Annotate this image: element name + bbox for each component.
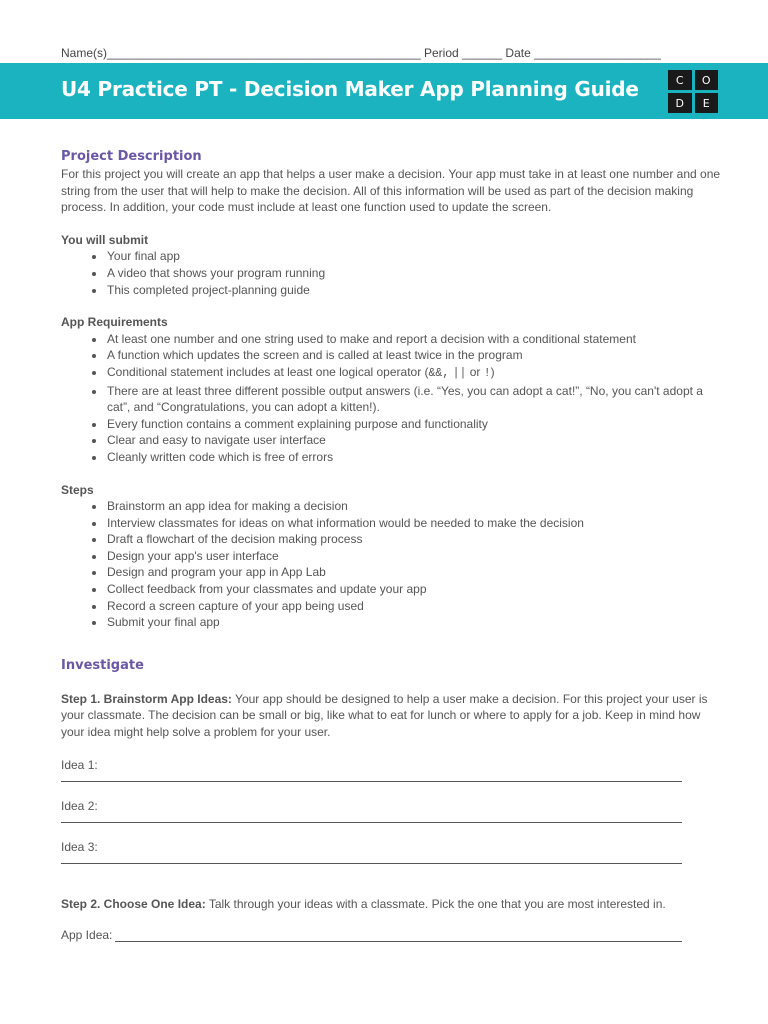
app-idea-row <box>61 928 723 942</box>
document-body <box>61 148 723 942</box>
requirements-list <box>61 331 723 466</box>
list-item: • Submit your final app <box>106 614 723 631</box>
step2-text: Talk through your ideas with a classmate. Pick the one that you are most interested in. <box>205 896 666 911</box>
list-item: • Design and program your app in App Lab <box>106 564 723 581</box>
idea2-label: Idea 2: <box>61 798 98 813</box>
title-banner <box>0 63 768 119</box>
logo-letter-o: O <box>695 70 719 90</box>
requirement-text: or <box>466 364 484 379</box>
requirements-heading: App Requirements <box>61 315 168 330</box>
idea1-answer-line[interactable] <box>61 773 682 782</box>
list-item: • Record a screen capture of your app being used <box>106 598 723 615</box>
list-item: • Brainstorm an app idea for making a decision <box>106 498 723 515</box>
app-idea-label: App Idea: <box>61 928 113 943</box>
idea2-answer-line[interactable] <box>61 814 682 823</box>
step1-paragraph <box>61 691 723 741</box>
project-description-text: For this project you will create an app that helps a user make a decision. Your app must take in at least one number and one string from the user that will help to make the decision. All of this information will be used as part of the decision making process. In addition, your code must include at least one function used to update the screen. <box>61 167 721 215</box>
submit-list <box>61 248 723 298</box>
requirement-text: ) <box>490 364 495 379</box>
steps-heading: Steps <box>61 482 94 497</box>
idea3-answer-line[interactable] <box>61 855 682 864</box>
step2-lead: Step 2. Choose One Idea: <box>61 896 206 911</box>
list-item: • This completed project-planning guide <box>106 282 723 299</box>
list-item: • Draft a flowchart of the decision making process <box>106 531 723 548</box>
idea1-label: Idea 1: <box>61 757 98 772</box>
step2-paragraph <box>61 896 723 913</box>
name-period-date-line: Name(s)_______________________________________________ Period ______ Date ___________________ <box>61 46 661 60</box>
idea3-label: Idea 3: <box>61 839 98 854</box>
logo-letter-d: D <box>668 93 692 113</box>
list-item <box>106 364 723 383</box>
app-idea-answer-line[interactable] <box>115 929 682 942</box>
list-item: • Cleanly written code which is free of errors <box>106 449 723 466</box>
steps-list <box>61 498 723 631</box>
operator-not: ! <box>483 366 491 380</box>
logo-letter-c: C <box>668 70 692 90</box>
page-title: U4 Practice PT - Decision Maker App Planning Guide <box>61 77 639 101</box>
list-item: • Interview classmates for ideas on what information would be needed to make the decision <box>106 515 723 532</box>
operator-and: &&, <box>428 366 450 380</box>
list-item: • Clear and easy to navigate user interface <box>106 432 723 449</box>
list-item: • At least one number and one string used to make and report a decision with a conditional statement <box>106 331 723 348</box>
list-item: • Every function contains a comment explaining purpose and functionality <box>106 416 723 433</box>
step1-text: Your app should be designed to help a user make a decision. For this project your user is your classmate. The decision can be small or big, like what to eat for lunch or where to apply for a job. Keep in mind how your idea might help solve a problem for your user. <box>61 691 708 740</box>
list-item: • There are at least three different possible output answers (i.e. “Yes, you can adopt a cat!”, “No, you can't adopt a cat”, and “Congratulations, you can adopt a kitten!). <box>106 383 723 416</box>
list-item: • A function which updates the screen and is called at least twice in the program <box>106 347 723 364</box>
code-logo <box>668 70 718 113</box>
operator-or: || <box>452 366 467 380</box>
step1-lead: Step 1. Brainstorm App Ideas: <box>61 691 232 706</box>
investigate-heading: Investigate <box>61 657 144 673</box>
list-item: • Your final app <box>106 248 723 265</box>
submit-heading: You will submit <box>61 232 149 247</box>
project-description-heading: Project Description <box>61 149 202 164</box>
logo-letter-e: E <box>695 93 719 113</box>
list-item: • Collect feedback from your classmates and update your app <box>106 581 723 598</box>
list-item: • A video that shows your program running <box>106 265 723 282</box>
requirement-text: Conditional statement includes at least one logical operator ( <box>107 364 429 379</box>
list-item: • Design your app's user interface <box>106 548 723 565</box>
